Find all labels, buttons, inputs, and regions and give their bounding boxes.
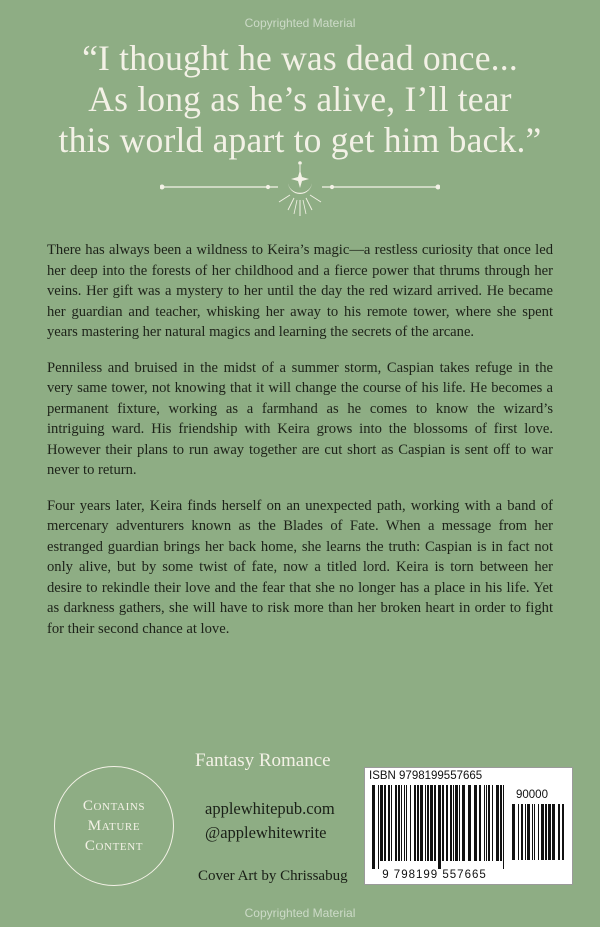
blurb-paragraph: Penniless and bruised in the midst of a summer storm, Caspian takes refuge in the very same tower, not knowing that it will change the course of his life. He becomes a permanent fixture, working as a farmhand as he comes to know the wizard’s intriguing ward. His friendship with Keira grows into the blossoms of first love. However their plans to run away together are cut short as Caspian is sent off to war never to return. [47, 359, 553, 478]
barcode-digits: 9 798199 557665 [382, 869, 487, 881]
price-code: 90000 [516, 789, 548, 801]
blurb-paragraph: There has always been a wildness to Keira’s magic—a restless curiosity that once led her deep into the forests of her childhood and a fierce power that thrums through her veins. Her gift was a mystery to her until the day the red wizard arrived. He became her guardian and teacher, whisking her away to his remote tower, where she spent years mastering her natural magics and learning the secrets of the arcane. [47, 242, 553, 340]
watermark-top: Copyrighted Material [244, 16, 356, 30]
barcode-bars-icon [371, 785, 506, 869]
isbn-label: ISBN 9798199557665 [369, 770, 483, 782]
cover-art-credit: Cover Art by Chrissabug [198, 868, 348, 884]
badge-line: Contains [82, 798, 146, 814]
publisher-website[interactable]: applewhitepub.com [205, 799, 335, 818]
quote-line: “I thought he was dead once... [82, 38, 518, 78]
pull-quote [0, 38, 600, 161]
genre-label: Fantasy Romance [195, 750, 331, 771]
watermark-bottom: Copyrighted Material [244, 906, 356, 920]
publisher-social-handle[interactable]: @applewhitewrite [205, 823, 327, 842]
mature-content-badge [54, 766, 174, 886]
isbn-barcode [364, 767, 573, 885]
blurb-paragraph: Four years later, Keira finds herself on an unexpected path, working with a band of mercenary adventurers known as the Blades of Fate. When a message from her estranged guardian brings her back home, she learns the truth: Caspian is in fact not only alive, but by some twist of fate, now a titled lord. Keira is torn between her desire to rekindle their love and the fear that she no longer has a place in his life. Yet as darkness gathers, she will have to risk more than her broken heart in order to fight for their second chance at love. [47, 497, 553, 637]
addon-barcode-bars-icon [511, 804, 567, 868]
quote-line: this world apart to get him back.” [58, 120, 542, 160]
quote-line: As long as he’s alive, I’ll tear [88, 79, 512, 119]
badge-line: Mature [87, 818, 141, 834]
badge-line: Content [84, 838, 144, 854]
book-blurb [47, 240, 553, 654]
crescent-moon-divider-icon [160, 160, 440, 220]
